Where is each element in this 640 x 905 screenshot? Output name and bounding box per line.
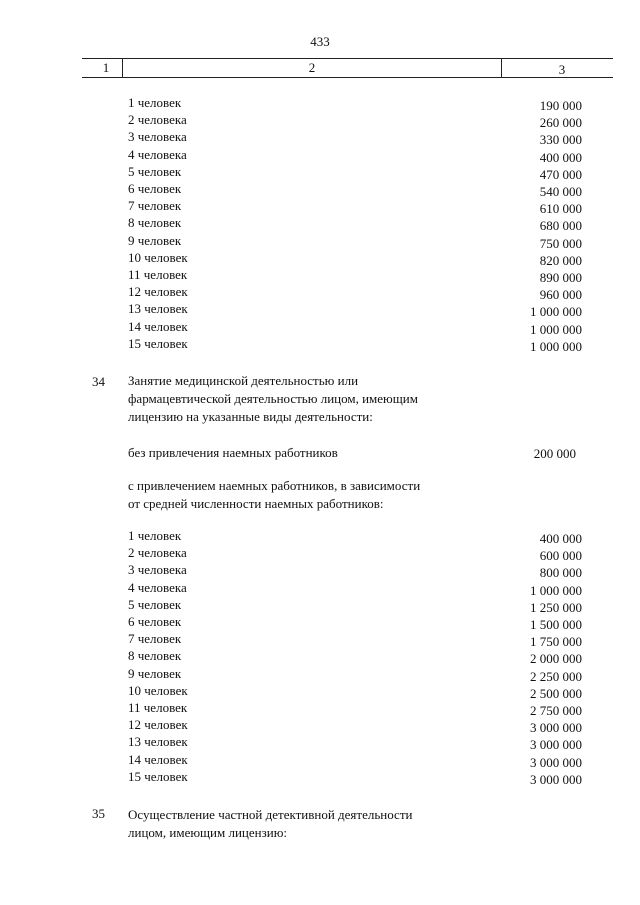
page-number: 433 xyxy=(310,34,330,49)
list-item-value: 3 000 000 xyxy=(530,754,582,770)
list-item-label: 3 человека xyxy=(128,562,187,578)
list-item-label: 7 человек xyxy=(128,198,182,214)
list-item-label: 2 человека xyxy=(128,112,187,128)
list-item-label: 8 человек xyxy=(128,648,182,664)
list-item-label: 14 человек xyxy=(128,318,188,334)
list-item-label: 5 человек xyxy=(128,596,182,612)
list-item-value: 750 000 xyxy=(539,235,582,251)
header-top-rule xyxy=(82,58,613,59)
list-item-label: 13 человек xyxy=(128,301,188,317)
list-item-value: 400 000 xyxy=(539,149,582,165)
list-item-label: 12 человек xyxy=(128,284,188,300)
with-workers-text xyxy=(128,477,488,513)
list-item-value: 820 000 xyxy=(539,252,582,268)
list-item-label: 7 человек xyxy=(128,631,182,647)
list-item-label: 9 человек xyxy=(128,665,182,681)
list-item-label: 4 человека xyxy=(128,579,187,595)
list-item-value: 400 000 xyxy=(539,531,582,546)
list-item-value: 2 750 000 xyxy=(530,703,582,718)
list-item-value: 2 250 000 xyxy=(530,668,582,684)
list-item-label: 1 человек xyxy=(128,95,182,110)
list-item-value: 1 000 000 xyxy=(530,338,582,354)
list-item-value: 3 000 000 xyxy=(530,737,582,753)
list-item-value: 1 750 000 xyxy=(530,634,582,650)
section-34-title-line-1: Занятие медицинской деятельностью или xyxy=(128,373,359,388)
list-item-value: 1 000 000 xyxy=(530,304,582,320)
section-35-title xyxy=(128,806,488,842)
section-35-number: 35 xyxy=(92,806,105,821)
section-34-title-line-2: фармацевтической деятельностью лицом, имеющим xyxy=(128,391,418,406)
list-item-value: 800 000 xyxy=(539,565,582,581)
list-item-value: 2 500 000 xyxy=(530,685,582,701)
list-item-value: 3 000 000 xyxy=(530,720,582,736)
header-divider-2 xyxy=(501,58,502,78)
section-34-number: 34 xyxy=(92,374,105,389)
list-item-value: 680 000 xyxy=(539,218,582,234)
list-item-value: 330 000 xyxy=(539,132,582,148)
list-item-value: 1 250 000 xyxy=(530,599,582,615)
list-item-label: 2 человека xyxy=(128,545,187,561)
list-item-label: 12 человек xyxy=(128,717,188,733)
list-item-value: 190 000 xyxy=(539,98,582,113)
header-divider-1 xyxy=(122,58,123,78)
list-item-value: 1 000 000 xyxy=(530,582,582,598)
list-item-label: 11 человек xyxy=(128,267,188,282)
list-item-label: 15 человек xyxy=(128,335,188,351)
section-34-title xyxy=(128,372,488,426)
list-item-label: 5 человек xyxy=(128,163,182,179)
list-item-value: 260 000 xyxy=(539,115,582,131)
header-col-3: 3 xyxy=(558,62,566,77)
list-item-label: 8 человек xyxy=(128,215,182,231)
with-workers-line-2: от средней численности наемных работников: xyxy=(128,496,384,511)
list-item-value: 1 500 000 xyxy=(530,617,582,632)
list-item-value: 2 000 000 xyxy=(530,651,582,667)
list-item-label: 4 человека xyxy=(128,146,187,162)
list-item-label: 6 человек xyxy=(128,614,182,629)
list-item-value: 540 000 xyxy=(539,184,582,199)
list-item-label: 1 человек xyxy=(128,528,182,543)
column-header-row xyxy=(82,58,613,78)
list-item-value: 1 000 000 xyxy=(530,321,582,337)
list-item-label: 15 человек xyxy=(128,768,188,784)
list-item-label: 6 человек xyxy=(128,181,182,196)
without-workers-value: 200 000 xyxy=(533,446,576,461)
header-col-1: 1 xyxy=(102,60,110,75)
list-item-label: 11 человек xyxy=(128,700,188,715)
list-item-value: 610 000 xyxy=(539,201,582,217)
section-35-title-line-1: Осуществление частной детективной деятельности xyxy=(128,807,413,822)
list-item-label: 14 человек xyxy=(128,751,188,767)
section-34-title-line-3: лицензию на указанные виды деятельности: xyxy=(128,409,373,424)
list-item-label: 10 человек xyxy=(128,249,188,265)
list-item-label: 3 человека xyxy=(128,129,187,145)
list-item-label: 13 человек xyxy=(128,734,188,750)
list-item-value: 600 000 xyxy=(539,548,582,564)
list-item-value: 890 000 xyxy=(539,270,582,285)
list-item-label: 9 человек xyxy=(128,232,182,248)
list-item-value: 960 000 xyxy=(539,287,582,303)
header-col-2: 2 xyxy=(308,60,316,75)
without-workers-label: без привлечения наемных работников xyxy=(128,445,338,460)
list-item-value: 470 000 xyxy=(539,166,582,182)
list-item-label: 10 человек xyxy=(128,682,188,698)
with-workers-line-1: с привлечением наемных работников, в зависимости xyxy=(128,478,421,493)
section-35-title-line-2: лицом, имеющим лицензию: xyxy=(128,825,288,840)
list-item-value: 3 000 000 xyxy=(530,771,582,787)
